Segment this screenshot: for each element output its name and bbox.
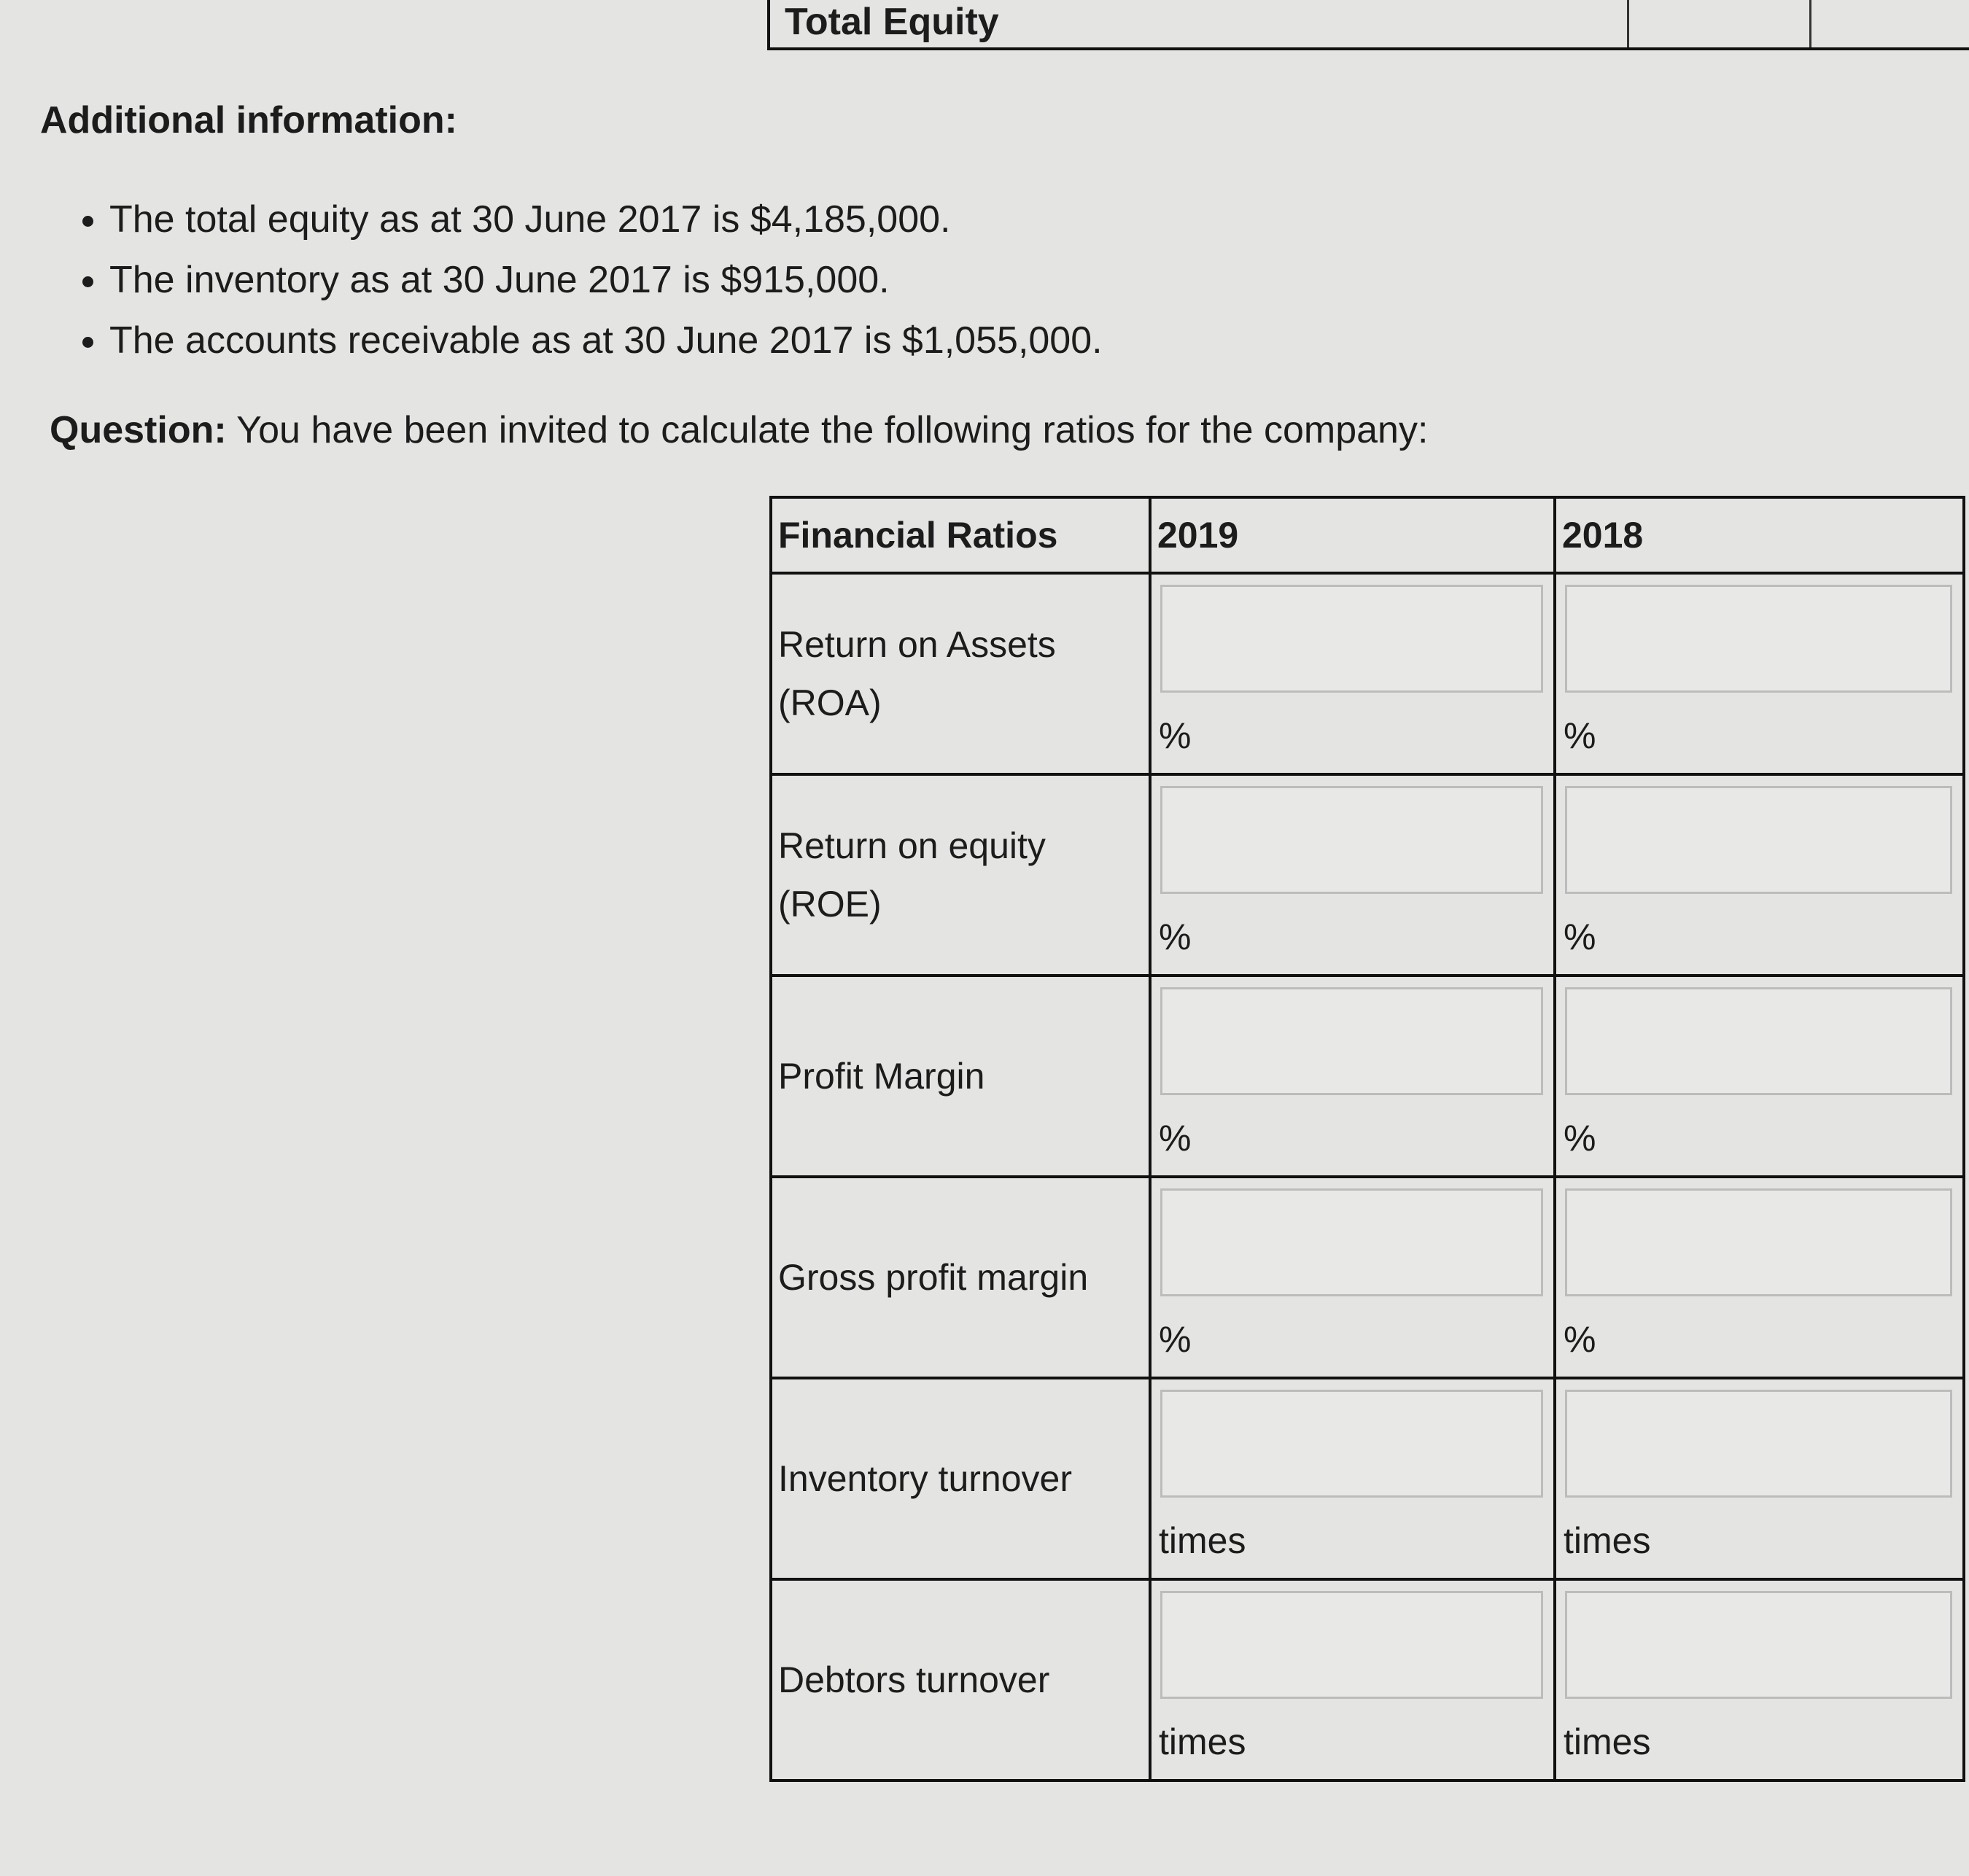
cell-2018 — [1555, 1579, 1964, 1780]
cell-2019 — [1150, 1579, 1555, 1780]
question-label: Question: — [50, 409, 227, 451]
cell-2018 — [1555, 573, 1964, 774]
column-divider — [1809, 0, 1811, 47]
unit-label: times — [1159, 1721, 1246, 1762]
cell-2018 — [1555, 1378, 1964, 1579]
unit-label: times — [1564, 1520, 1651, 1561]
answer-input-2019[interactable] — [1160, 1591, 1543, 1699]
unit-label: times — [1564, 1721, 1651, 1762]
unit-label: % — [1159, 916, 1192, 957]
header-2018: 2018 — [1555, 497, 1964, 573]
answer-input-2019[interactable] — [1160, 585, 1543, 693]
table-row — [771, 976, 1964, 1177]
answer-input-2018[interactable] — [1565, 585, 1952, 693]
table-header-row — [771, 497, 1964, 573]
table-row — [771, 774, 1964, 976]
list-item: • The total equity as at 30 June 2017 is $4,185,000. — [109, 190, 1103, 250]
ratio-label: Profit Margin — [771, 976, 1150, 1177]
table-row — [771, 1579, 1964, 1780]
cell-2019 — [1150, 1378, 1555, 1579]
ratio-label: Return on Assets (ROA) — [771, 573, 1150, 774]
header-2019: 2019 — [1150, 497, 1555, 573]
additional-info-list — [66, 190, 1103, 371]
additional-info-heading: Additional information: — [40, 99, 457, 141]
unit-label: % — [1159, 1319, 1192, 1360]
list-item: • The accounts receivable as at 30 June 2017 is $1,055,000. — [109, 311, 1103, 371]
ratio-label: Inventory turnover — [771, 1378, 1150, 1579]
ratios-table — [769, 496, 1965, 1782]
cell-2019 — [1150, 774, 1555, 976]
ratio-label: Gross profit margin — [771, 1177, 1150, 1378]
question-text — [50, 408, 1428, 452]
unit-label: % — [1564, 916, 1596, 957]
table-row — [771, 1177, 1964, 1378]
total-equity-label: Total Equity — [785, 1, 999, 43]
answer-input-2019[interactable] — [1160, 786, 1543, 894]
unit-label: times — [1159, 1520, 1246, 1561]
cell-2018 — [1555, 774, 1964, 976]
table-row — [771, 573, 1964, 774]
cell-2018 — [1555, 1177, 1964, 1378]
answer-input-2018[interactable] — [1565, 1390, 1952, 1498]
previous-table-bottom — [767, 0, 1969, 50]
cell-2018 — [1555, 976, 1964, 1177]
answer-input-2018[interactable] — [1565, 1591, 1952, 1699]
ratio-label: Return on equity (ROE) — [771, 774, 1150, 976]
answer-input-2018[interactable] — [1565, 1188, 1952, 1296]
cell-2019 — [1150, 573, 1555, 774]
ratio-label: Debtors turnover — [771, 1579, 1150, 1780]
unit-label: % — [1564, 1319, 1596, 1360]
cell-2019 — [1150, 1177, 1555, 1378]
unit-label: % — [1564, 1118, 1596, 1159]
unit-label: % — [1564, 715, 1596, 756]
unit-label: % — [1159, 715, 1192, 756]
unit-label: % — [1159, 1118, 1192, 1159]
answer-input-2018[interactable] — [1565, 786, 1952, 894]
answer-input-2019[interactable] — [1160, 987, 1543, 1095]
question-body: You have been invited to calculate the following ratios for the company: — [226, 409, 1429, 451]
list-item: • The inventory as at 30 June 2017 is $915,000. — [109, 250, 1103, 311]
answer-input-2018[interactable] — [1565, 987, 1952, 1095]
header-financial-ratios: Financial Ratios — [771, 497, 1150, 573]
answer-input-2019[interactable] — [1160, 1188, 1543, 1296]
table-row — [771, 1378, 1964, 1579]
cell-2019 — [1150, 976, 1555, 1177]
answer-input-2019[interactable] — [1160, 1390, 1543, 1498]
column-divider — [1627, 0, 1629, 47]
